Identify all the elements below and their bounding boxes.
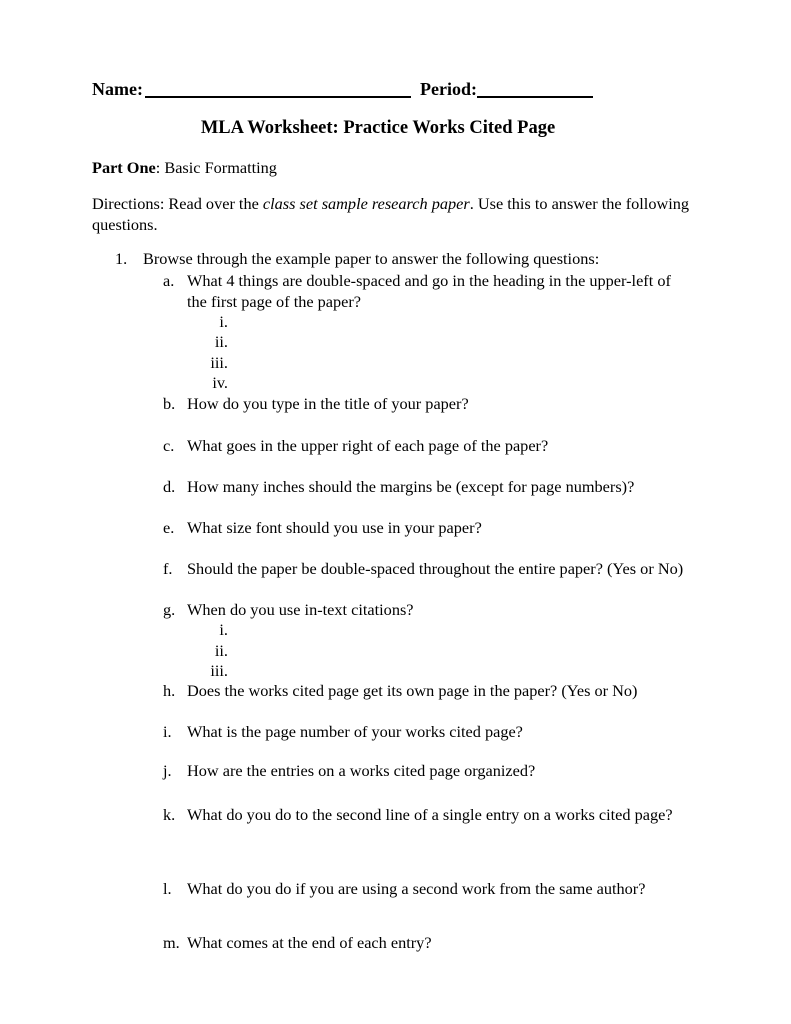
- section-heading-label: Part One: [92, 158, 156, 177]
- question-item-k: [163, 805, 673, 826]
- list-marker: c.: [163, 436, 175, 455]
- list-marker: l.: [163, 879, 172, 898]
- section-heading: [92, 158, 277, 179]
- list-marker: k.: [163, 805, 176, 824]
- directions-prefix: Directions: Read over the: [92, 194, 263, 213]
- question-text: What do you do if you are using a second work from the same author?: [187, 879, 646, 898]
- question-item-m: [163, 933, 432, 954]
- list-marker: i.: [163, 722, 172, 741]
- subpoint-marker: iv.: [212, 373, 228, 392]
- list-marker: 1.: [115, 249, 128, 268]
- directions-suffix: . Use this to answer the following questions.: [92, 194, 690, 234]
- section-heading-rest: : Basic Formatting: [155, 158, 277, 177]
- page-title: MLA Worksheet: Practice Works Cited Page: [200, 118, 556, 138]
- question-item-h: [163, 681, 637, 702]
- question-item-i: [163, 722, 523, 743]
- question-text: Browse through the example paper to answer the following questions:: [143, 249, 600, 268]
- question-item-c: [163, 436, 548, 457]
- list-marker: a.: [163, 271, 175, 290]
- question-item-d: [163, 477, 634, 498]
- question-text: When do you use in-text citations?: [187, 600, 414, 619]
- period-label: Period:: [419, 79, 477, 99]
- list-marker: j.: [163, 761, 172, 780]
- subpoint-marker: ii.: [214, 332, 228, 351]
- list-marker: h.: [163, 681, 176, 700]
- subpoint-marker: iii.: [210, 661, 228, 680]
- question-item-b: [163, 394, 469, 415]
- list-marker: b.: [163, 394, 176, 413]
- list-marker: g.: [163, 600, 176, 619]
- question-text: What comes at the end of each entry?: [187, 933, 432, 952]
- question-text: How many inches should the margins be (except for page numbers)?: [187, 477, 635, 496]
- question-text: How are the entries on a works cited page organized?: [187, 761, 536, 780]
- directions-paragraph: [92, 194, 692, 235]
- list-marker: d.: [163, 477, 176, 496]
- name-blank-line: [145, 96, 411, 98]
- question-item-e: [163, 518, 482, 539]
- question-text: What size font should you use in your paper?: [187, 518, 482, 537]
- question-item-j: [163, 761, 535, 782]
- question-text: What goes in the upper right of each page of the paper?: [187, 436, 549, 455]
- question-text: Does the works cited page get its own page in the paper? (Yes or No): [187, 681, 638, 700]
- question-text: Should the paper be double-spaced throughout the entire paper? (Yes or No): [187, 559, 684, 578]
- question-text: What do you do to the second line of a single entry on a works cited page?: [187, 805, 673, 824]
- question-text: What 4 things are double-spaced and go in the heading in the upper-left of the first page of the paper?: [187, 271, 671, 311]
- question-item-f: [163, 559, 683, 580]
- list-marker: f.: [163, 559, 173, 578]
- subpoint-marker: i.: [219, 312, 228, 331]
- list-marker: e.: [163, 518, 175, 537]
- question-item-g: [163, 600, 414, 621]
- name-period-line: [92, 79, 593, 100]
- question-1: [115, 249, 599, 270]
- subpoint-marker: i.: [219, 620, 228, 639]
- question-text: What is the page number of your works cited page?: [187, 722, 523, 741]
- period-blank-line: [477, 96, 593, 98]
- directions-emphasis: class set sample research paper: [262, 194, 470, 213]
- list-marker: m.: [163, 933, 180, 952]
- name-label: Name:: [92, 79, 143, 99]
- subpoint-marker: ii.: [214, 641, 228, 660]
- question-item-a: [163, 271, 685, 312]
- subpoint-marker: iii.: [210, 353, 228, 372]
- question-item-l: [163, 879, 645, 900]
- question-text: How do you type in the title of your paper?: [187, 394, 469, 413]
